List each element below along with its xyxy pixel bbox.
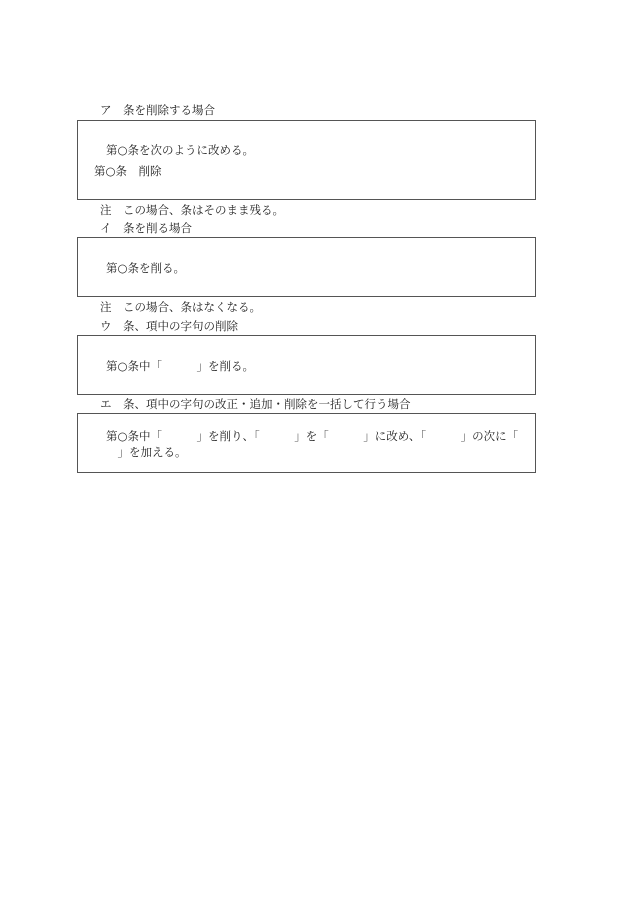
example-box-a [77, 120, 536, 200]
section-heading-a: ア 条を削除する場合 [100, 103, 215, 117]
box-a-line-2: 第○条 削除 [94, 164, 162, 178]
section-heading-e: エ 条、項中の字句の改正・追加・削除を一括して行う場合 [100, 397, 411, 411]
box-u-line-1: 第○条中「 」を削る。 [106, 359, 255, 373]
example-box-u [77, 335, 536, 395]
section-heading-u: ウ 条、項中の字句の削除 [100, 319, 238, 333]
note-a: 注 この場合、条はそのまま残る。 [100, 203, 284, 217]
box-e-line-1: 第○条中「 」を削り、「 」を「 」に改め、「 」の次に「 [106, 429, 519, 443]
box-i-line-1: 第○条を削る。 [106, 261, 186, 275]
section-heading-i: イ 条を削る場合 [100, 221, 192, 235]
example-box-i [77, 237, 536, 297]
note-i: 注 この場合、条はなくなる。 [100, 300, 261, 314]
box-a-line-1: 第○条を次のように改める。 [106, 143, 255, 157]
box-e-line-2: 」を加える。 [106, 445, 187, 459]
example-box-e [77, 413, 536, 473]
